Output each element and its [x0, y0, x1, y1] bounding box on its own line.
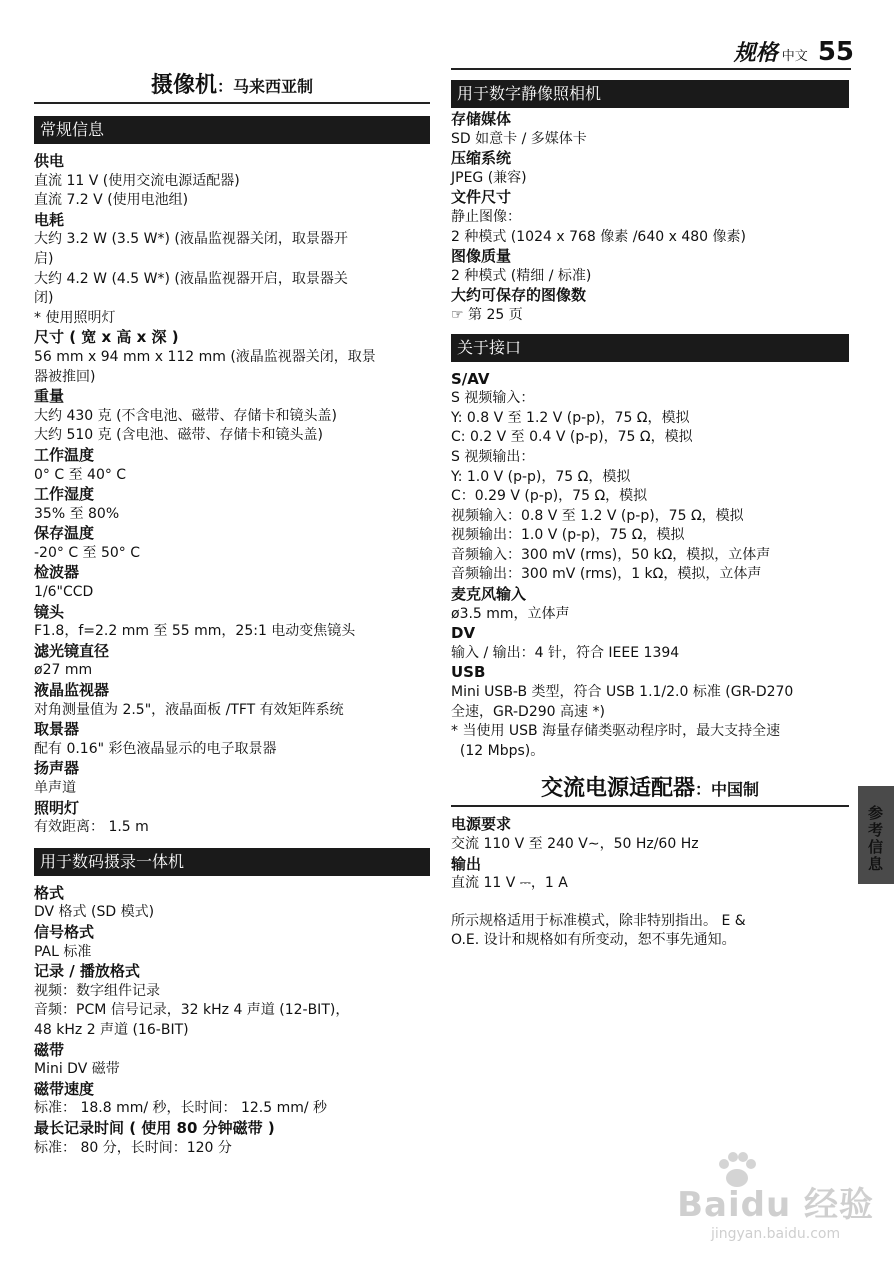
right-column	[451, 80, 849, 951]
spec-label: 镜头	[34, 602, 65, 621]
spec-label: 检波器	[34, 563, 80, 582]
spec-label: 格式	[34, 883, 65, 902]
spec-label: 最长记录时间 ( 使用 80 分钟磁带 )	[34, 1118, 275, 1137]
camera-title	[34, 70, 430, 104]
camera-title-main: 摄像机	[150, 73, 217, 98]
spec-label: 图像质量	[451, 247, 512, 266]
spec-value: 直流 11 V (使用交流电源适配器) 直流 7.2 V (使用电池组)	[34, 172, 240, 209]
spec-value: 对角测量值为 2.5"，液晶面板 /TFT 有效矩阵系统	[34, 701, 344, 718]
page-number: 55	[817, 37, 854, 67]
page-header	[734, 36, 854, 67]
watermark	[677, 1177, 874, 1242]
adapter-spec-list	[451, 815, 849, 893]
header-title: 规格	[733, 41, 778, 66]
still-section-bar: 用于数字静像照相机	[451, 80, 849, 108]
spec-label: 输出	[451, 854, 482, 873]
connectors-spec-list	[451, 370, 849, 762]
spec-value: 单声道	[34, 780, 76, 796]
spec-label: 磁带	[34, 1040, 65, 1059]
adapter-title-main: 交流电源适配器	[540, 776, 695, 802]
spec-value: ø27 mm	[34, 662, 93, 679]
spec-label: 供电	[34, 152, 65, 170]
spec-label: 工作湿度	[34, 485, 95, 504]
side-tab-label: 参考信息	[866, 805, 884, 873]
spec-label: 文件尺寸	[451, 188, 512, 207]
watermark-url: jingyan.baidu.com	[710, 1226, 841, 1242]
spec-value: S 视频输入： Y: 0.8 V 至 1.2 V (p-p)，75 Ω，模拟 C: 0.2 V 至 0.4 V (p-p)，75 Ω，模拟 S 视频输出： Y: 1.0 V (p-p)，75 Ω，模拟 C：0.29 V (p-p)，75 Ω，模拟 视频输入：0.8 V 至 1.2 V (p-p)，75 Ω，模拟 视频输出：1.0 V (p-p)，75 Ω，模拟 音频输入：300 mV (rms)，50 kΩ，模拟，立体声 音频输出：300 mV (rms)，1 kΩ，模拟，立体声	[451, 390, 771, 583]
footnote: 所示规格适用于标准模式，除非特别指出。 E & O.E. 设计和规格如有所变动，恕不事先通知。	[451, 912, 746, 949]
spec-label: 电耗	[34, 210, 65, 229]
spec-value: 视频：数字组件记录 音频：PCM 信号记录，32 kHz 4 声道 (12-BIT)， 48 kHz 2 声道 (16-BIT)	[34, 982, 350, 1038]
spec-label: 磁带速度	[34, 1079, 95, 1098]
left-column	[34, 70, 430, 1158]
header-rule	[451, 68, 851, 70]
spec-label: 电源要求	[451, 815, 512, 834]
spec-value: 交流 110 V 至 240 V∼，50 Hz/60 Hz	[451, 836, 699, 852]
spec-label: 记录 / 播放格式	[34, 962, 140, 981]
spec-label: 液晶监视器	[34, 681, 110, 700]
spec-value: 配有 0.16" 彩色液晶显示的电子取景器	[34, 740, 277, 757]
spec-value: 标准： 18.8 mm/ 秒，长时间： 12.5 mm/ 秒	[34, 1100, 328, 1117]
adapter-title	[451, 773, 849, 807]
spec-value: 直流 11 V ⎓，1 A	[451, 875, 568, 892]
spec-value: JPEG (兼容)	[451, 169, 527, 186]
spec-value: Mini DV 磁带	[34, 1061, 120, 1078]
spec-label: USB	[451, 663, 486, 682]
spec-value: 静止图像： 2 种模式 (1024 x 768 像素 /640 x 480 像素)	[451, 208, 746, 245]
header-language: 中文	[781, 49, 808, 64]
spec-value: 35% 至 80%	[34, 505, 120, 522]
spec-label: 麦克风输入	[451, 585, 527, 604]
spec-label: 取景器	[34, 720, 80, 739]
camcorder-spec-list	[34, 884, 430, 1158]
spec-value: Mini USB-B 类型，符合 USB 1.1/2.0 标准 (GR-D270 全速，GR-D290 高速 *) * 当使用 USB 海量存储类驱动程序时，最大支持全速 (12 Mbps)。	[451, 684, 794, 759]
spec-label: S/AV	[451, 369, 490, 388]
spec-value: -20° C 至 50° C	[34, 544, 141, 561]
spec-value: 56 mm x 94 mm x 112 mm (液晶监视器关闭，取景 器被推回)	[34, 348, 376, 385]
spec-label: 保存温度	[34, 524, 95, 543]
spec-label: 信号格式	[34, 922, 95, 941]
spec-label: 压缩系统	[451, 149, 512, 168]
spec-value: 大约 3.2 W (3.5 W*) (液晶监视器关闭，取景器开 启) 大约 4.2 W (4.5 W*) (液晶监视器开启，取景器关 闭) * 使用照明灯	[34, 231, 348, 326]
spec-value: 大约 430 克 (不含电池、磁带、存储卡和镜头盖) 大约 510 克 (含电池、磁带、存储卡和镜头盖)	[34, 407, 337, 444]
camera-title-sub: ：马来西亚制	[217, 77, 314, 96]
watermark-logo: Baidu 经验	[677, 1185, 874, 1225]
spec-value: 标准： 80 分，长时间：120 分	[34, 1139, 232, 1156]
spec-value: ☞ 第 25 页	[451, 306, 523, 323]
camcorder-section-bar: 用于数码摄录一体机	[34, 848, 430, 876]
still-spec-list	[451, 110, 849, 326]
spec-label: 大约可保存的图像数	[451, 286, 587, 305]
spec-value: 输入 / 输出：4 针，符合 IEEE 1394	[451, 644, 680, 661]
spec-value: ø3.5 mm，立体声	[451, 605, 570, 622]
spec-value: 有效距离： 1.5 m	[34, 819, 149, 836]
spec-label: 存储媒体	[451, 110, 512, 128]
spec-label: 工作温度	[34, 445, 95, 464]
spec-label: 重量	[34, 387, 65, 406]
spec-value: PAL 标准	[34, 943, 92, 960]
spec-label: 尺寸 ( 宽 x 高 x 深 )	[34, 328, 179, 347]
spec-label: DV	[451, 624, 476, 643]
spec-label: 照明灯	[34, 798, 80, 817]
spec-label: 扬声器	[34, 759, 80, 778]
spec-value: DV 格式 (SD 模式)	[34, 904, 155, 921]
connectors-section-bar: 关于接口	[451, 334, 849, 362]
adapter-title-sub: ：中国制	[695, 780, 760, 800]
spec-value: SD 如意卡 / 多媒体卡	[451, 130, 587, 147]
spec-value: 0° C 至 40° C	[34, 466, 127, 483]
spec-value: F1.8，f=2.2 mm 至 55 mm，25:1 电动变焦镜头	[34, 623, 356, 640]
spec-value: 1/6"CCD	[34, 584, 94, 601]
spec-value: 2 种模式 (精细 / 标准)	[451, 267, 592, 284]
general-section-bar: 常规信息	[34, 116, 430, 144]
spec-label: 滤光镜直径	[34, 641, 110, 660]
general-spec-list	[34, 152, 430, 838]
